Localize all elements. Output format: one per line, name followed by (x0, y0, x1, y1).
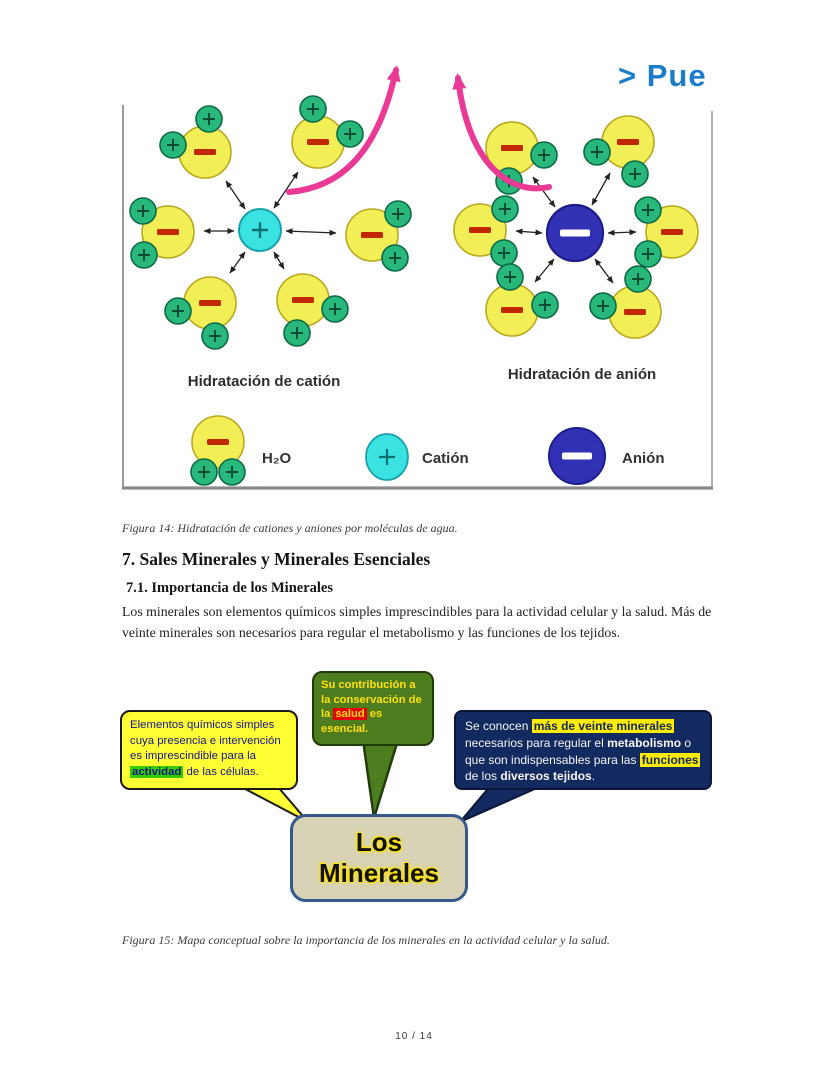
legend-anion (549, 428, 605, 484)
water-molecule (454, 196, 518, 266)
body-paragraph: Los minerales son elementos químicos simples imprescindibles para la actividad celular y la salud. Más de veinte minerales son necesarios para regular el metabolismo y las funciones de los tejidos. (122, 604, 712, 640)
speech-bubble-contribucion-salud: Su contribución a la conservación de la salud es esencial. (312, 671, 434, 746)
water-molecule (635, 197, 698, 267)
section-heading: 7. Sales Minerales y Minerales Esenciales (122, 549, 431, 569)
figure-legend (191, 416, 665, 485)
water-molecule (292, 96, 363, 168)
anion-hydration-cluster (454, 116, 698, 383)
water-molecule (590, 266, 661, 338)
anion-ion (547, 205, 603, 261)
cation-ion (239, 209, 281, 251)
legend-water-label: H₂O (262, 450, 292, 467)
los-minerales-box (290, 814, 468, 902)
legend-anion-label: Anión (622, 450, 665, 467)
figure-15-concept-map (110, 660, 722, 922)
speech-bubble-veinte-minerales: Se conocen más de veinte minerales necesarios para regular el metabolismo o que son indispensables para las funciones de los diversos tejidos. (454, 710, 712, 790)
minus-icon (560, 230, 590, 237)
figure-15-caption: Figura 15: Mapa conceptual sobre la importancia de los minerales en la actividad celular y la salud. (122, 933, 610, 947)
section-subheading: 7.1. Importancia de los Minerales (126, 580, 334, 596)
handwritten-annotation: > Pue (618, 58, 707, 93)
water-molecule (160, 106, 231, 178)
water-molecule (346, 201, 411, 271)
cation-cluster-label: Hidratación de catión (187, 373, 341, 390)
box-line-2: Minerales (319, 858, 439, 888)
water-molecule (130, 198, 194, 268)
legend-water-molecule (191, 416, 245, 485)
water-molecule (277, 274, 348, 346)
figure-14-caption: Figura 14: Hidratación de cationes y aniones por moléculas de agua. (122, 521, 458, 535)
minus-icon (562, 453, 592, 460)
legend-cation (366, 434, 408, 480)
green-bubble-tail (363, 740, 398, 818)
speech-bubble-elements-quimicos: Elementos químicos simples cuya presencia e intervención es imprescindible para la actividad de las células. (120, 710, 298, 790)
box-line-1: Los (355, 826, 403, 857)
page-number: 10 / 14 (395, 1031, 433, 1042)
legend-cation-label: Catión (422, 450, 469, 467)
water-molecule (486, 264, 558, 336)
water-molecule (584, 116, 654, 187)
anion-cluster-label: Hidratación de anión (507, 366, 657, 383)
water-molecule (165, 277, 236, 349)
